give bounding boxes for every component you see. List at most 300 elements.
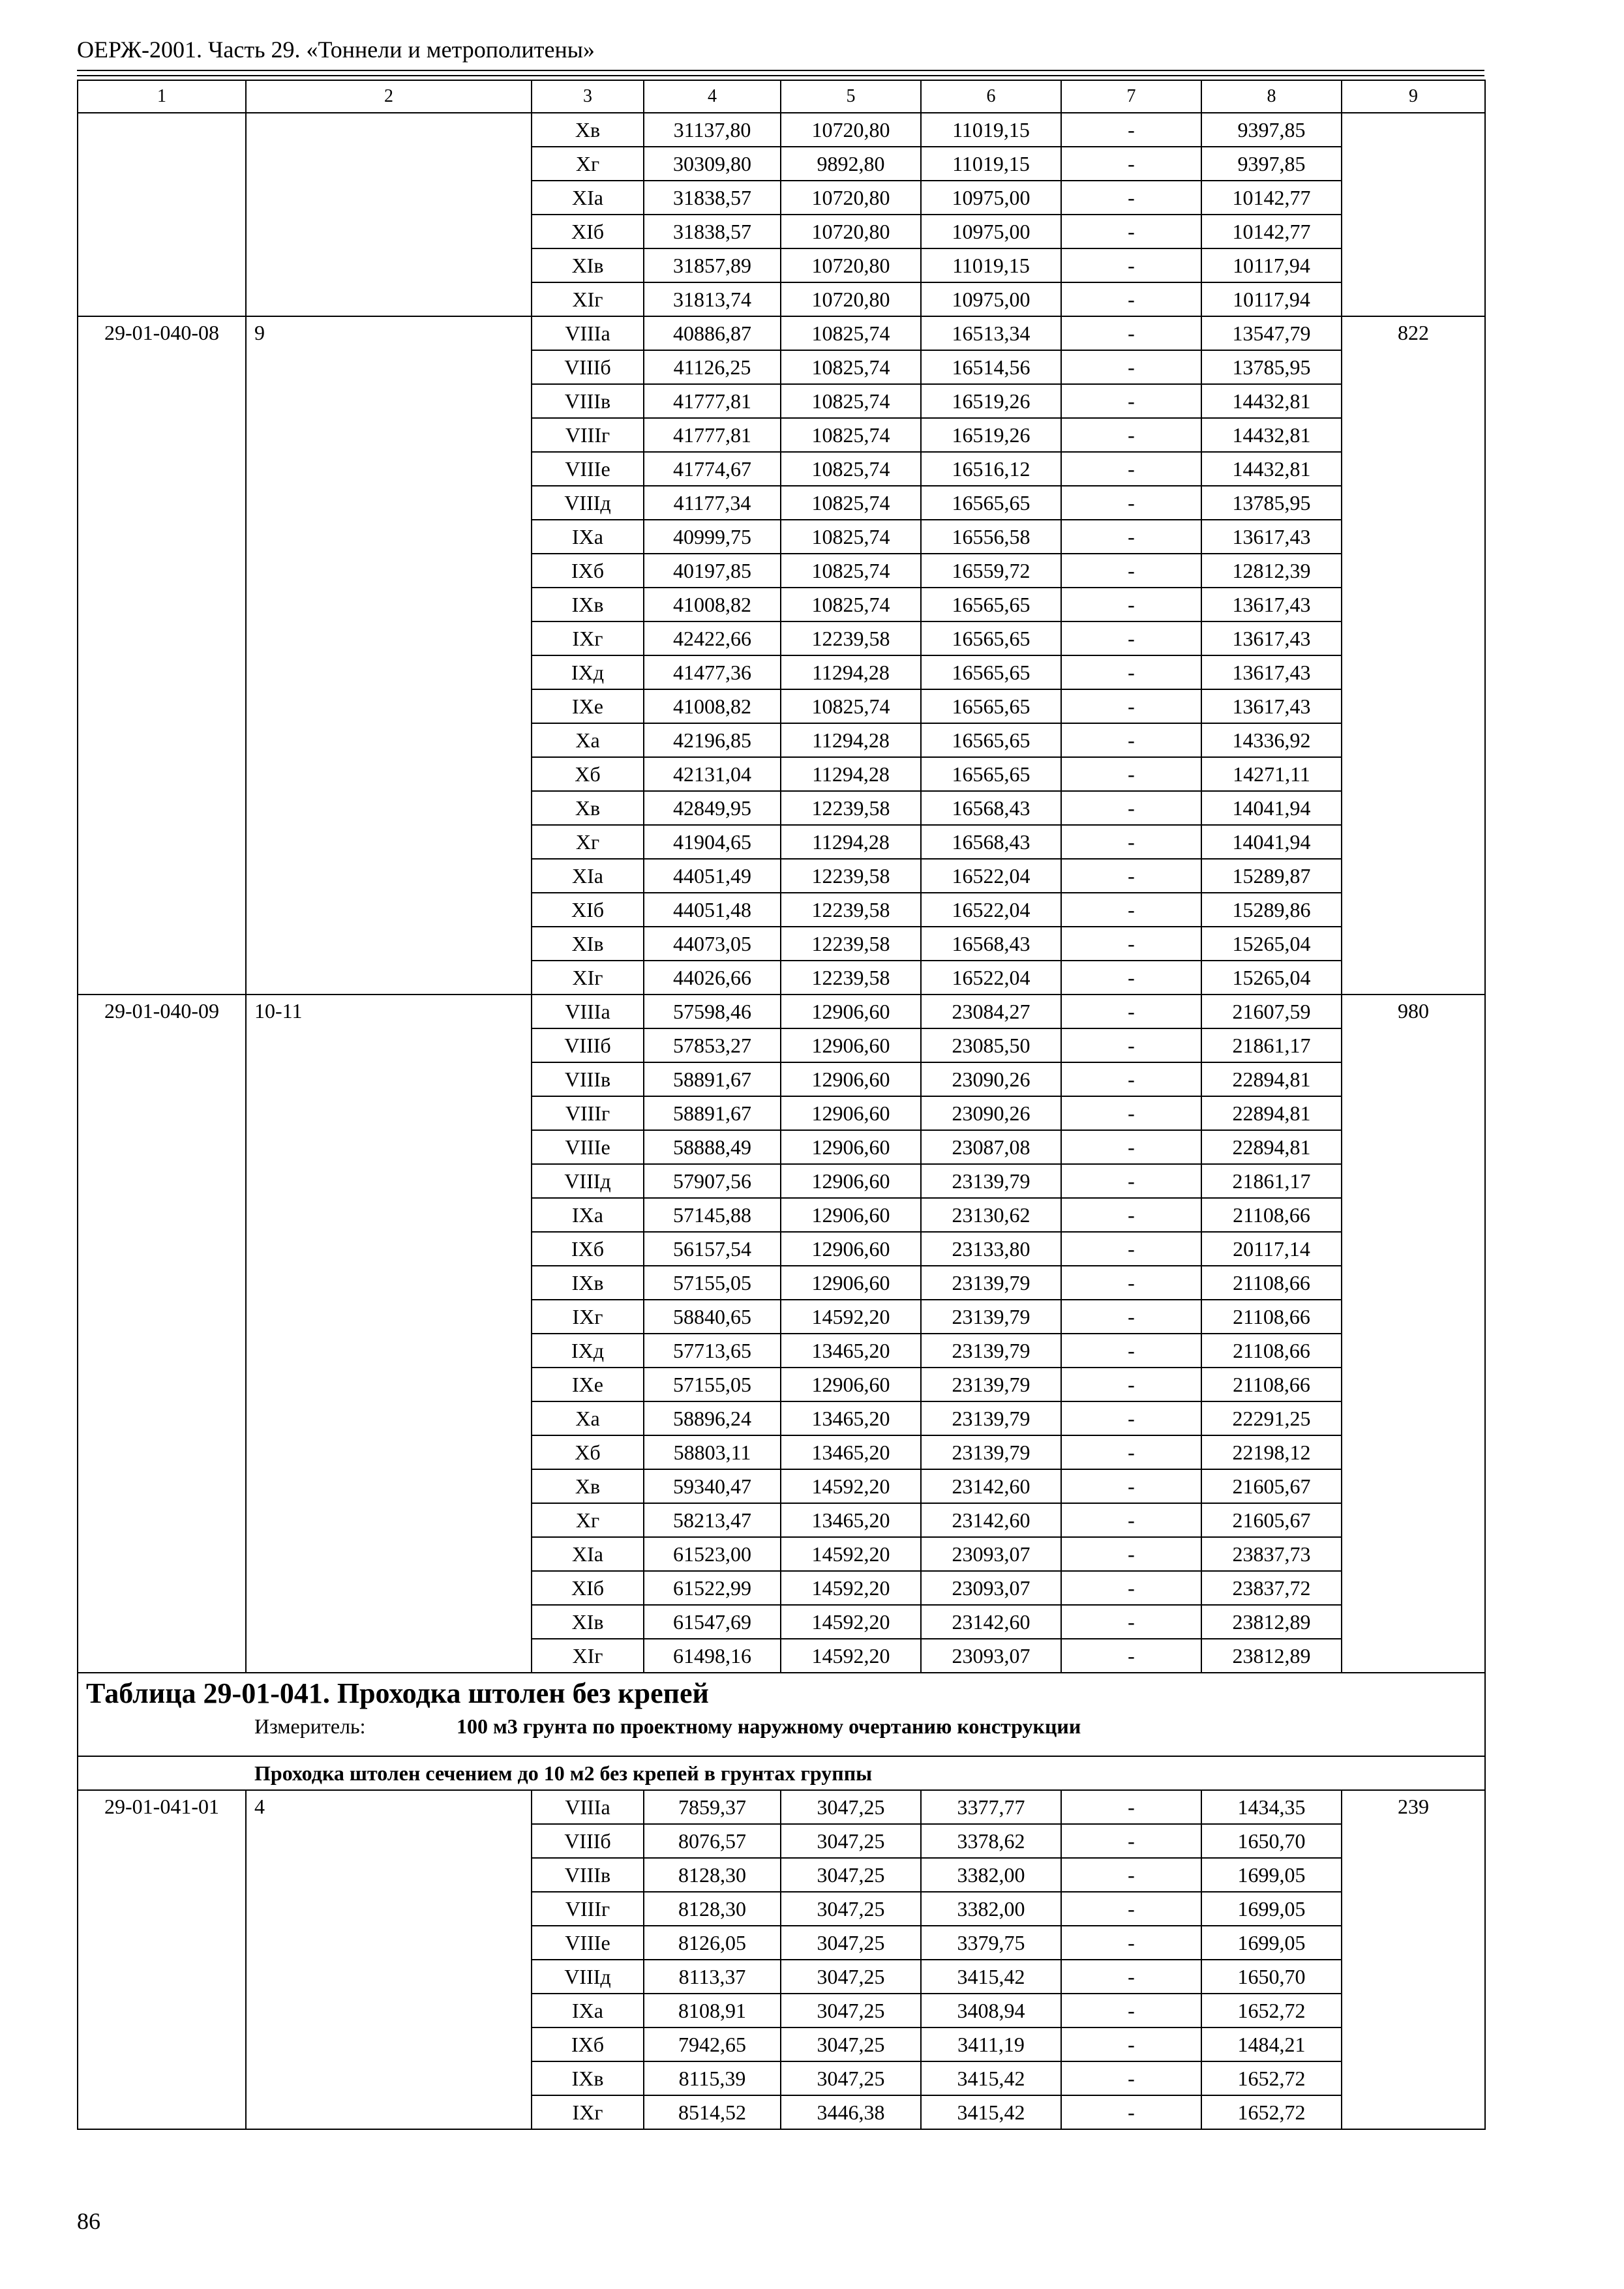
driver-wages-cell: -	[1061, 1435, 1201, 1469]
machine-cost-cell: 23093,07	[921, 1571, 1061, 1605]
machine-cost-cell: 16522,04	[921, 961, 1061, 995]
machine-cost-cell: 23139,79	[921, 1334, 1061, 1368]
direct-cost-cell: 57713,65	[644, 1334, 781, 1368]
materials-cost-cell: 21108,66	[1201, 1266, 1342, 1300]
direct-cost-cell: 61547,69	[644, 1605, 781, 1639]
wages-cell: 11294,28	[781, 825, 921, 859]
wages-cell: 10825,74	[781, 554, 921, 588]
table-body-after	[78, 1790, 1485, 2129]
direct-cost-cell: 41777,81	[644, 384, 781, 418]
driver-wages-cell: -	[1061, 655, 1201, 689]
direct-cost-cell: 42196,85	[644, 723, 781, 757]
materials-cost-cell: 15289,87	[1201, 859, 1342, 893]
materials-cost-cell: 21108,66	[1201, 1300, 1342, 1334]
materials-cost-cell: 23812,89	[1201, 1639, 1342, 1673]
driver-wages-cell: -	[1061, 1790, 1201, 1824]
soil-category-cell: XIа	[532, 1537, 644, 1571]
direct-cost-cell: 41477,36	[644, 655, 781, 689]
wages-cell: 12906,60	[781, 1028, 921, 1062]
direct-cost-cell: 41777,81	[644, 418, 781, 452]
labor-cost-cell: 980	[1342, 995, 1485, 1673]
driver-wages-cell: -	[1061, 1503, 1201, 1537]
machine-cost-cell: 23133,80	[921, 1232, 1061, 1266]
column-number: 9	[1342, 80, 1485, 113]
machine-cost-cell: 3415,42	[921, 1960, 1061, 1994]
soil-category-cell: IXг	[532, 621, 644, 655]
direct-cost-cell: 42422,66	[644, 621, 781, 655]
materials-cost-cell: 21605,67	[1201, 1503, 1342, 1537]
machine-cost-cell: 23139,79	[921, 1435, 1061, 1469]
soil-category-cell: XIб	[532, 215, 644, 248]
machine-cost-cell: 16568,43	[921, 825, 1061, 859]
direct-cost-cell: 61523,00	[644, 1537, 781, 1571]
direct-cost-cell: 59340,47	[644, 1469, 781, 1503]
machine-cost-cell: 23142,60	[921, 1605, 1061, 1639]
driver-wages-cell: -	[1061, 621, 1201, 655]
direct-cost-cell: 30309,80	[644, 147, 781, 181]
wages-cell: 10825,74	[781, 588, 921, 621]
materials-cost-cell: 21108,66	[1201, 1198, 1342, 1232]
driver-wages-cell: -	[1061, 1571, 1201, 1605]
column-number: 6	[921, 80, 1061, 113]
wages-cell: 12239,58	[781, 859, 921, 893]
wages-cell: 12906,60	[781, 995, 921, 1028]
soil-category-cell: Xв	[532, 791, 644, 825]
direct-cost-cell: 58840,65	[644, 1300, 781, 1334]
soil-category-cell: VIIIе	[532, 1130, 644, 1164]
machine-cost-cell: 10975,00	[921, 215, 1061, 248]
direct-cost-cell: 44026,66	[644, 961, 781, 995]
machine-cost-cell: 16565,65	[921, 588, 1061, 621]
wages-cell: 13465,20	[781, 1503, 921, 1537]
meter-line	[254, 1716, 1477, 1737]
materials-cost-cell: 1652,72	[1201, 2061, 1342, 2095]
wages-cell: 12906,60	[781, 1232, 921, 1266]
header-rule-thin	[77, 70, 1484, 71]
machine-cost-cell: 23142,60	[921, 1503, 1061, 1537]
materials-cost-cell: 1652,72	[1201, 2095, 1342, 2129]
direct-cost-cell: 41904,65	[644, 825, 781, 859]
driver-wages-cell: -	[1061, 2061, 1201, 2095]
direct-cost-cell: 7942,65	[644, 2027, 781, 2061]
materials-cost-cell: 23837,72	[1201, 1571, 1342, 1605]
wages-cell: 9892,80	[781, 147, 921, 181]
direct-cost-cell: 57145,88	[644, 1198, 781, 1232]
direct-cost-cell: 58896,24	[644, 1401, 781, 1435]
wages-cell: 14592,20	[781, 1469, 921, 1503]
materials-cost-cell: 13547,79	[1201, 316, 1342, 350]
materials-cost-cell: 14041,94	[1201, 825, 1342, 859]
materials-cost-cell: 22894,81	[1201, 1096, 1342, 1130]
machine-cost-cell: 16565,65	[921, 757, 1061, 791]
soil-category-cell: XIв	[532, 927, 644, 961]
materials-cost-cell: 13617,43	[1201, 621, 1342, 655]
direct-cost-cell: 8076,57	[644, 1824, 781, 1858]
driver-wages-cell: -	[1061, 893, 1201, 927]
machine-cost-cell: 16519,26	[921, 384, 1061, 418]
soil-category-cell: IXд	[532, 655, 644, 689]
wages-cell: 11294,28	[781, 723, 921, 757]
table-title-cell	[78, 1673, 1485, 1756]
soil-category-cell: VIIIд	[532, 486, 644, 520]
rate-code-cell	[78, 113, 246, 316]
direct-cost-cell: 44073,05	[644, 927, 781, 961]
machine-cost-cell: 16519,26	[921, 418, 1061, 452]
driver-wages-cell: -	[1061, 1824, 1201, 1858]
wages-cell: 12906,60	[781, 1266, 921, 1300]
materials-cost-cell: 21108,66	[1201, 1334, 1342, 1368]
soil-category-cell: Xг	[532, 825, 644, 859]
wages-cell: 3047,25	[781, 2061, 921, 2095]
driver-wages-cell: -	[1061, 452, 1201, 486]
direct-cost-cell: 58891,67	[644, 1062, 781, 1096]
labor-cost-cell	[1342, 113, 1485, 316]
direct-cost-cell: 57155,05	[644, 1266, 781, 1300]
machine-cost-cell: 23085,50	[921, 1028, 1061, 1062]
soil-category-cell: Xг	[532, 1503, 644, 1537]
wages-cell: 3047,25	[781, 1790, 921, 1824]
wages-cell: 14592,20	[781, 1300, 921, 1334]
driver-wages-cell: -	[1061, 316, 1201, 350]
wages-cell: 10825,74	[781, 486, 921, 520]
machine-cost-cell: 3379,75	[921, 1926, 1061, 1960]
direct-cost-cell: 41126,25	[644, 350, 781, 384]
soil-category-cell: IXа	[532, 520, 644, 554]
column-number: 5	[781, 80, 921, 113]
machine-cost-cell: 23142,60	[921, 1469, 1061, 1503]
wages-cell: 10720,80	[781, 181, 921, 215]
materials-cost-cell: 14041,94	[1201, 791, 1342, 825]
machine-cost-cell: 3382,00	[921, 1858, 1061, 1892]
driver-wages-cell: -	[1061, 995, 1201, 1028]
wages-cell: 13465,20	[781, 1435, 921, 1469]
driver-wages-cell: -	[1061, 147, 1201, 181]
direct-cost-cell: 44051,49	[644, 859, 781, 893]
soil-category-cell: Xв	[532, 113, 644, 147]
direct-cost-cell: 58213,47	[644, 1503, 781, 1537]
materials-cost-cell: 21108,66	[1201, 1368, 1342, 1401]
materials-cost-cell: 1699,05	[1201, 1926, 1342, 1960]
driver-wages-cell: -	[1061, 1960, 1201, 1994]
driver-wages-cell: -	[1061, 215, 1201, 248]
soil-category-cell: XIг	[532, 282, 644, 316]
machine-cost-cell: 23139,79	[921, 1401, 1061, 1435]
materials-cost-cell: 14336,92	[1201, 723, 1342, 757]
direct-cost-cell: 57907,56	[644, 1164, 781, 1198]
machine-cost-cell: 3377,77	[921, 1790, 1061, 1824]
machine-cost-cell: 16516,12	[921, 452, 1061, 486]
materials-cost-cell: 22894,81	[1201, 1130, 1342, 1164]
materials-cost-cell: 12812,39	[1201, 554, 1342, 588]
machine-cost-cell: 3415,42	[921, 2061, 1061, 2095]
direct-cost-cell: 31857,89	[644, 248, 781, 282]
soil-category-cell: Xб	[532, 1435, 644, 1469]
direct-cost-cell: 40999,75	[644, 520, 781, 554]
soil-category-cell: IXб	[532, 554, 644, 588]
machine-cost-cell: 16565,65	[921, 655, 1061, 689]
driver-wages-cell: -	[1061, 1926, 1201, 1960]
rate-code-cell: 29-01-040-09	[78, 995, 246, 1673]
driver-wages-cell: -	[1061, 520, 1201, 554]
driver-wages-cell: -	[1061, 1130, 1201, 1164]
driver-wages-cell: -	[1061, 1994, 1201, 2027]
direct-cost-cell: 42849,95	[644, 791, 781, 825]
soil-category-cell: Xб	[532, 757, 644, 791]
direct-cost-cell: 42131,04	[644, 757, 781, 791]
driver-wages-cell: -	[1061, 1266, 1201, 1300]
table-row	[78, 113, 1485, 147]
group-cell: 9	[246, 316, 532, 995]
labor-cost-cell: 822	[1342, 316, 1485, 995]
machine-cost-cell: 16568,43	[921, 927, 1061, 961]
driver-wages-cell: -	[1061, 113, 1201, 147]
machine-cost-cell: 23139,79	[921, 1266, 1061, 1300]
wages-cell: 12239,58	[781, 893, 921, 927]
materials-cost-cell: 15289,86	[1201, 893, 1342, 927]
page-number: 86	[77, 2208, 100, 2234]
driver-wages-cell: -	[1061, 1232, 1201, 1266]
driver-wages-cell: -	[1061, 588, 1201, 621]
soil-category-cell: IXб	[532, 2027, 644, 2061]
wages-cell: 14592,20	[781, 1571, 921, 1605]
machine-cost-cell: 16565,65	[921, 486, 1061, 520]
direct-cost-cell: 41008,82	[644, 689, 781, 723]
machine-cost-cell: 11019,15	[921, 248, 1061, 282]
materials-cost-cell: 1699,05	[1201, 1858, 1342, 1892]
materials-cost-cell: 13785,95	[1201, 350, 1342, 384]
machine-cost-cell: 23139,79	[921, 1164, 1061, 1198]
machine-cost-cell: 16565,65	[921, 723, 1061, 757]
machine-cost-cell: 23090,26	[921, 1062, 1061, 1096]
wages-cell: 11294,28	[781, 757, 921, 791]
driver-wages-cell: -	[1061, 1334, 1201, 1368]
materials-cost-cell: 1652,72	[1201, 1994, 1342, 2027]
materials-cost-cell: 13617,43	[1201, 655, 1342, 689]
wages-cell: 10720,80	[781, 248, 921, 282]
soil-category-cell: Xа	[532, 1401, 644, 1435]
wages-cell: 10720,80	[781, 113, 921, 147]
driver-wages-cell: -	[1061, 1300, 1201, 1334]
table-row	[78, 316, 1485, 350]
soil-category-cell: IXд	[532, 1334, 644, 1368]
driver-wages-cell: -	[1061, 859, 1201, 893]
machine-cost-cell: 16522,04	[921, 859, 1061, 893]
soil-category-cell: IXе	[532, 1368, 644, 1401]
driver-wages-cell: -	[1061, 961, 1201, 995]
driver-wages-cell: -	[1061, 1368, 1201, 1401]
soil-category-cell: IXг	[532, 1300, 644, 1334]
column-number: 7	[1061, 80, 1201, 113]
machine-cost-cell: 3378,62	[921, 1824, 1061, 1858]
page-header-title: ОЕРЖ-2001. Часть 29. «Тоннели и метрополитены»	[77, 37, 595, 63]
direct-cost-cell: 8126,05	[644, 1926, 781, 1960]
soil-category-cell: VIIIв	[532, 1858, 644, 1892]
materials-cost-cell: 10117,94	[1201, 282, 1342, 316]
direct-cost-cell: 31813,74	[644, 282, 781, 316]
soil-category-cell: XIв	[532, 1605, 644, 1639]
direct-cost-cell: 57853,27	[644, 1028, 781, 1062]
machine-cost-cell: 16522,04	[921, 893, 1061, 927]
table-body-before	[78, 80, 1485, 1673]
wages-cell: 10720,80	[781, 215, 921, 248]
soil-category-cell: VIIIг	[532, 1892, 644, 1926]
materials-cost-cell: 1434,35	[1201, 1790, 1342, 1824]
soil-category-cell: VIIIб	[532, 1028, 644, 1062]
table-row	[78, 1790, 1485, 1824]
wages-cell: 3047,25	[781, 1960, 921, 1994]
machine-cost-cell: 16568,43	[921, 791, 1061, 825]
machine-cost-cell: 3411,19	[921, 2027, 1061, 2061]
direct-cost-cell: 8128,30	[644, 1892, 781, 1926]
soil-category-cell: IXб	[532, 1232, 644, 1266]
soil-category-cell: Xв	[532, 1469, 644, 1503]
machine-cost-cell: 23130,62	[921, 1198, 1061, 1232]
meter-label: Измеритель:	[254, 1714, 366, 1738]
soil-category-cell: IXв	[532, 1266, 644, 1300]
driver-wages-cell: -	[1061, 2095, 1201, 2129]
driver-wages-cell: -	[1061, 825, 1201, 859]
driver-wages-cell: -	[1061, 1028, 1201, 1062]
column-number: 2	[246, 80, 532, 113]
machine-cost-cell: 11019,15	[921, 147, 1061, 181]
driver-wages-cell: -	[1061, 554, 1201, 588]
soil-category-cell: VIIIд	[532, 1960, 644, 1994]
driver-wages-cell: -	[1061, 2027, 1201, 2061]
driver-wages-cell: -	[1061, 384, 1201, 418]
soil-category-cell: VIIIа	[532, 316, 644, 350]
column-number: 1	[78, 80, 246, 113]
materials-cost-cell: 21861,17	[1201, 1164, 1342, 1198]
materials-cost-cell: 23812,89	[1201, 1605, 1342, 1639]
table-section-header	[78, 1673, 1485, 1790]
driver-wages-cell: -	[1061, 181, 1201, 215]
soil-category-cell: XIб	[532, 1571, 644, 1605]
driver-wages-cell: -	[1061, 1062, 1201, 1096]
direct-cost-cell: 31838,57	[644, 181, 781, 215]
wages-cell: 3047,25	[781, 1892, 921, 1926]
wages-cell: 10825,74	[781, 316, 921, 350]
wages-cell: 14592,20	[781, 1639, 921, 1673]
soil-category-cell: XIг	[532, 961, 644, 995]
wages-cell: 12906,60	[781, 1062, 921, 1096]
machine-cost-cell: 3408,94	[921, 1994, 1061, 2027]
driver-wages-cell: -	[1061, 757, 1201, 791]
direct-cost-cell: 57155,05	[644, 1368, 781, 1401]
machine-cost-cell: 23139,79	[921, 1368, 1061, 1401]
wages-cell: 3047,25	[781, 1926, 921, 1960]
meter-value: 100 м3 грунта по проектному наружному очертанию конструкции	[457, 1714, 1081, 1738]
direct-cost-cell: 8108,91	[644, 1994, 781, 2027]
soil-category-cell: XIв	[532, 248, 644, 282]
direct-cost-cell: 31838,57	[644, 215, 781, 248]
direct-cost-cell: 41008,82	[644, 588, 781, 621]
wages-cell: 12906,60	[781, 1096, 921, 1130]
group-cell: 10-11	[246, 995, 532, 1673]
direct-cost-cell: 58891,67	[644, 1096, 781, 1130]
soil-category-cell: XIг	[532, 1639, 644, 1673]
group-cell	[246, 113, 532, 316]
machine-cost-cell: 16559,72	[921, 554, 1061, 588]
soil-category-cell: IXе	[532, 689, 644, 723]
wages-cell: 10720,80	[781, 282, 921, 316]
wages-cell: 10825,74	[781, 689, 921, 723]
materials-cost-cell: 21607,59	[1201, 995, 1342, 1028]
materials-cost-cell: 9397,85	[1201, 113, 1342, 147]
soil-category-cell: VIIIв	[532, 384, 644, 418]
wages-cell: 10825,74	[781, 350, 921, 384]
soil-category-cell: XIа	[532, 859, 644, 893]
direct-cost-cell: 8514,52	[644, 2095, 781, 2129]
rate-code-cell: 29-01-041-01	[78, 1790, 246, 2129]
soil-category-cell: VIIIг	[532, 1096, 644, 1130]
machine-cost-cell: 16556,58	[921, 520, 1061, 554]
machine-cost-cell: 23093,07	[921, 1537, 1061, 1571]
machine-cost-cell: 23087,08	[921, 1130, 1061, 1164]
table-title: Таблица 29-01-041. Проходка штолен без крепей	[86, 1677, 709, 1709]
driver-wages-cell: -	[1061, 791, 1201, 825]
direct-cost-cell: 58803,11	[644, 1435, 781, 1469]
wages-cell: 3047,25	[781, 1824, 921, 1858]
wages-cell: 12239,58	[781, 961, 921, 995]
direct-cost-cell: 40197,85	[644, 554, 781, 588]
direct-cost-cell: 61498,16	[644, 1639, 781, 1673]
direct-cost-cell: 8128,30	[644, 1858, 781, 1892]
wages-cell: 3047,25	[781, 1994, 921, 2027]
driver-wages-cell: -	[1061, 1639, 1201, 1673]
soil-category-cell: IXв	[532, 2061, 644, 2095]
soil-category-cell: VIIIа	[532, 995, 644, 1028]
soil-category-cell: VIIIв	[532, 1062, 644, 1096]
materials-cost-cell: 10142,77	[1201, 215, 1342, 248]
driver-wages-cell: -	[1061, 486, 1201, 520]
direct-cost-cell: 58888,49	[644, 1130, 781, 1164]
wages-cell: 12239,58	[781, 621, 921, 655]
materials-cost-cell: 13617,43	[1201, 588, 1342, 621]
table-row	[78, 995, 1485, 1028]
materials-cost-cell: 14271,11	[1201, 757, 1342, 791]
materials-cost-cell: 1650,70	[1201, 1824, 1342, 1858]
machine-cost-cell: 23084,27	[921, 995, 1061, 1028]
soil-category-cell: XIб	[532, 893, 644, 927]
materials-cost-cell: 15265,04	[1201, 927, 1342, 961]
soil-category-cell: IXа	[532, 1994, 644, 2027]
wages-cell: 12239,58	[781, 927, 921, 961]
direct-cost-cell: 31137,80	[644, 113, 781, 147]
column-number: 8	[1201, 80, 1342, 113]
materials-cost-cell: 14432,81	[1201, 384, 1342, 418]
header-rule-thick	[77, 75, 1484, 76]
soil-category-cell: VIIIа	[532, 1790, 644, 1824]
materials-cost-cell: 13617,43	[1201, 689, 1342, 723]
materials-cost-cell: 1484,21	[1201, 2027, 1342, 2061]
wages-cell: 10825,74	[781, 384, 921, 418]
direct-cost-cell: 61522,99	[644, 1571, 781, 1605]
rates-table	[77, 80, 1486, 2130]
machine-cost-cell: 16513,34	[921, 316, 1061, 350]
soil-category-cell: VIIIг	[532, 418, 644, 452]
wages-cell: 12906,60	[781, 1130, 921, 1164]
direct-cost-cell: 40886,87	[644, 316, 781, 350]
machine-cost-cell: 23139,79	[921, 1300, 1061, 1334]
column-number-row	[78, 80, 1485, 113]
wages-cell: 12906,60	[781, 1198, 921, 1232]
direct-cost-cell: 8115,39	[644, 2061, 781, 2095]
driver-wages-cell: -	[1061, 689, 1201, 723]
subheading-row	[78, 1756, 1485, 1790]
direct-cost-cell: 56157,54	[644, 1232, 781, 1266]
materials-cost-cell: 13785,95	[1201, 486, 1342, 520]
materials-cost-cell: 10117,94	[1201, 248, 1342, 282]
